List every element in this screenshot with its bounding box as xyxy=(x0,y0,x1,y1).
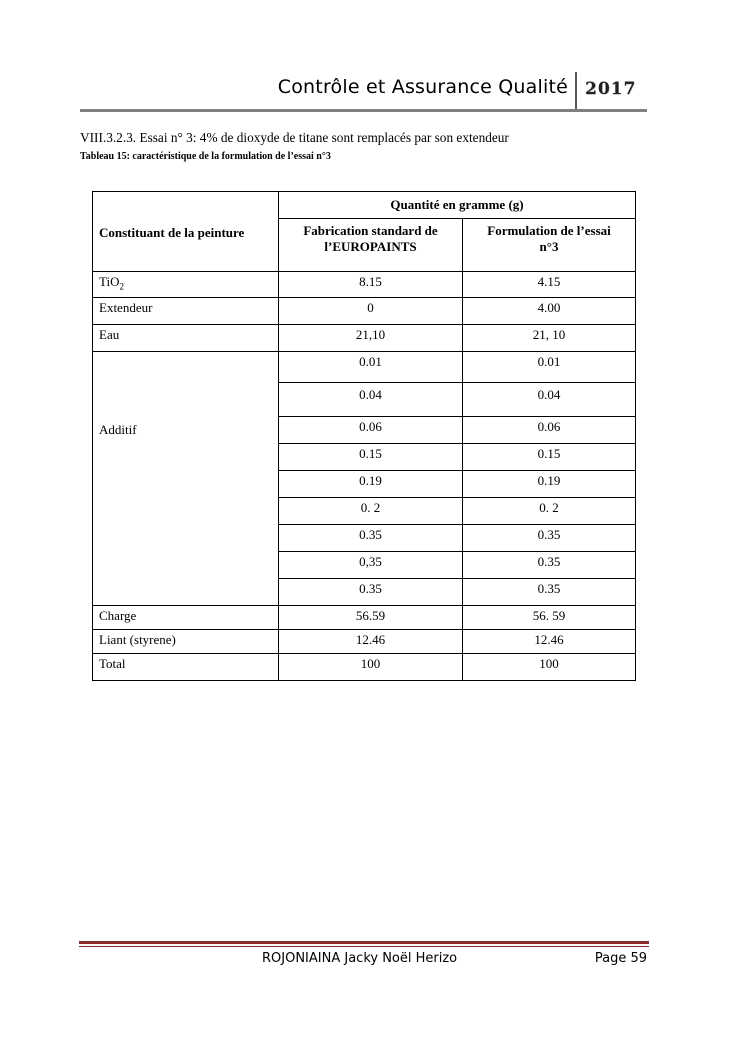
header-year: 2017 xyxy=(585,79,637,99)
cell-standard: 0,35 xyxy=(279,552,463,579)
header-quantite: Quantité en gramme (g) xyxy=(279,192,636,219)
cell-standard: 100 xyxy=(279,654,463,681)
cell-essai: 0.35 xyxy=(463,525,636,552)
cell-standard: 21,10 xyxy=(279,325,463,352)
cell-standard: 12.46 xyxy=(279,630,463,654)
header-constituant: Constituant de la peinture xyxy=(93,192,279,272)
header-essai-line2: n°3 xyxy=(539,239,559,254)
cell-standard: 0.35 xyxy=(279,579,463,606)
cell-essai: 100 xyxy=(463,654,636,681)
row-label: Extendeur xyxy=(93,298,279,325)
table-caption: Tableau 15: caractéristique de la formulation de l’essai n°3 xyxy=(80,151,331,162)
cell-essai: 21, 10 xyxy=(463,325,636,352)
cell-essai: 56. 59 xyxy=(463,606,636,630)
cell-standard: 8.15 xyxy=(279,272,463,298)
row-label-tio2 xyxy=(93,272,279,298)
cell-essai: 0.35 xyxy=(463,579,636,606)
cell-essai: 0.01 xyxy=(463,352,636,383)
table-row xyxy=(93,606,636,630)
section-title: VIII.3.2.3. Essai n° 3: 4% de dioxyde de titane sont remplacés par son extendeur xyxy=(80,130,509,145)
table-header-row xyxy=(93,192,636,219)
cell-standard: 0.19 xyxy=(279,471,463,498)
cell-standard: 0.35 xyxy=(279,525,463,552)
formulation-table xyxy=(92,191,636,681)
cell-standard: 0.06 xyxy=(279,417,463,444)
footer-page-number: Page 59 xyxy=(594,951,647,966)
cell-essai: 4.15 xyxy=(463,272,636,298)
header-title: Contrôle et Assurance Qualité xyxy=(277,76,568,98)
footer-rule xyxy=(79,941,649,944)
header-separator xyxy=(575,72,577,110)
header-standard-line2: l’EUROPAINTS xyxy=(324,239,417,254)
tio2-label: TiO xyxy=(99,274,120,289)
cell-essai: 4.00 xyxy=(463,298,636,325)
cell-essai: 12.46 xyxy=(463,630,636,654)
header-rule xyxy=(80,109,647,112)
header-essai-line1: Formulation de l’essai xyxy=(487,223,611,238)
footer-rule-thin xyxy=(79,946,649,947)
cell-standard: 0. 2 xyxy=(279,498,463,525)
table-row-additif xyxy=(93,352,636,383)
footer-author: ROJONIAINA Jacky Noël Herizo xyxy=(262,951,458,966)
tio2-subscript: 2 xyxy=(119,281,124,292)
cell-essai: 0. 2 xyxy=(463,498,636,525)
header-standard-line1: Fabrication standard de xyxy=(303,223,438,238)
header-essai xyxy=(463,219,636,272)
row-label: Total xyxy=(93,654,279,681)
row-label-additif: Additif xyxy=(93,352,279,606)
cell-essai: 0.15 xyxy=(463,444,636,471)
cell-standard: 0.01 xyxy=(279,352,463,383)
cell-standard: 56.59 xyxy=(279,606,463,630)
table-row xyxy=(93,298,636,325)
row-label: Eau xyxy=(93,325,279,352)
table-row xyxy=(93,272,636,298)
table-row xyxy=(93,325,636,352)
row-label: Charge xyxy=(93,606,279,630)
table-row xyxy=(93,654,636,681)
row-label: Liant (styrene) xyxy=(93,630,279,654)
cell-essai: 0.19 xyxy=(463,471,636,498)
cell-standard: 0 xyxy=(279,298,463,325)
table-row xyxy=(93,630,636,654)
cell-essai: 0.35 xyxy=(463,552,636,579)
cell-standard: 0.04 xyxy=(279,383,463,417)
header-standard xyxy=(279,219,463,272)
cell-essai: 0.04 xyxy=(463,383,636,417)
cell-standard: 0.15 xyxy=(279,444,463,471)
cell-essai: 0.06 xyxy=(463,417,636,444)
